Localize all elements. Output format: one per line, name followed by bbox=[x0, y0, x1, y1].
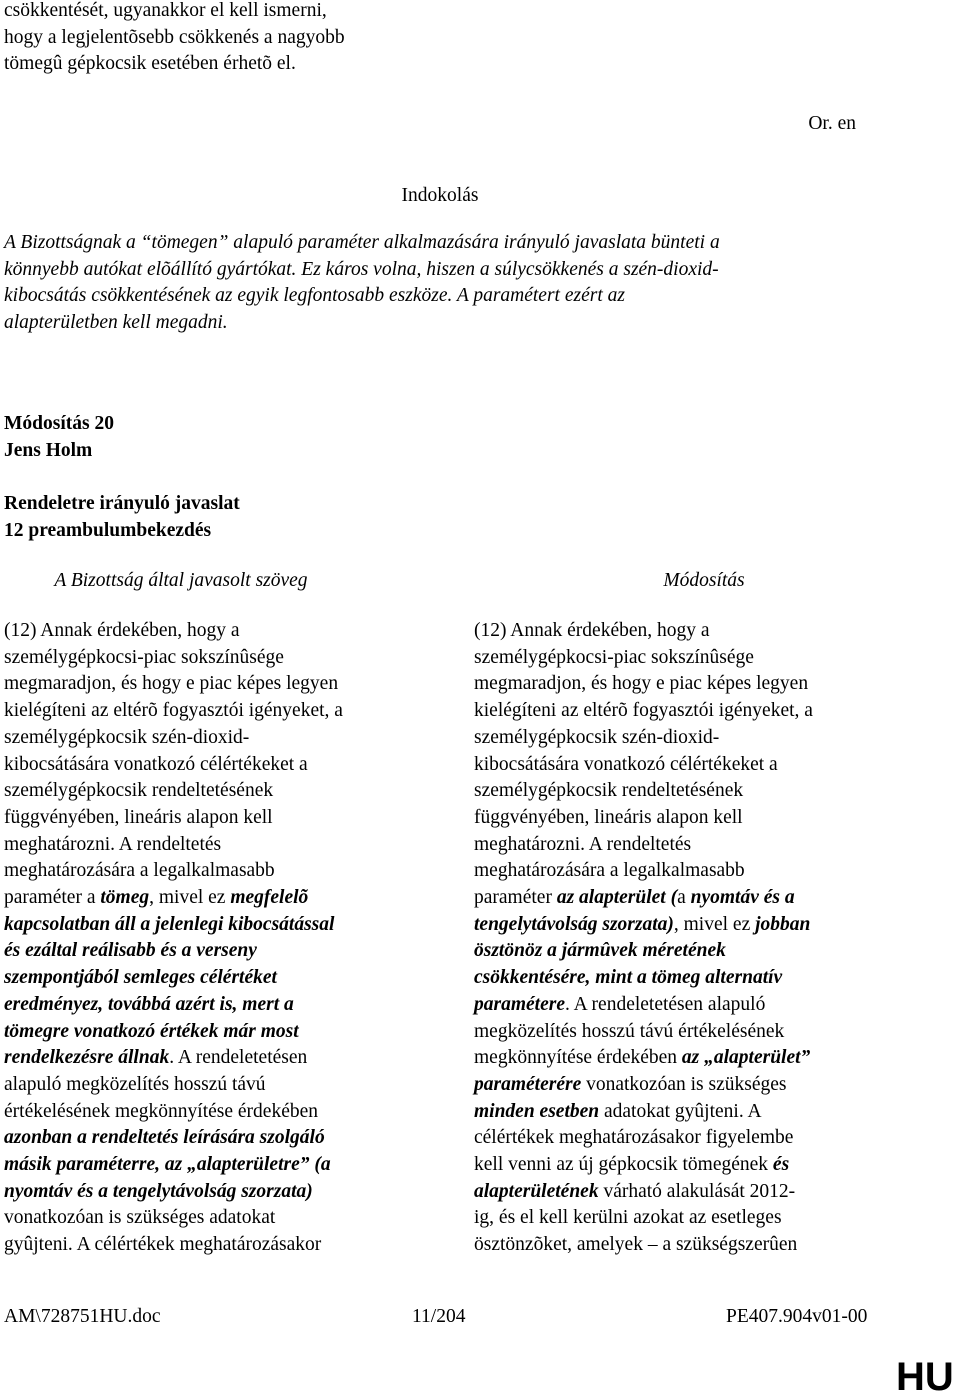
right-column-text bbox=[474, 618, 813, 1259]
text-line: tömegû gépkocsik esetében érhetõ el. bbox=[4, 53, 296, 75]
text-line bbox=[4, 1045, 343, 1072]
text-line: könnyebb autókat elõállító gyártókat. Ez káros volna, hiszen a súlycsökkenés a szén-dioxid- bbox=[4, 258, 719, 280]
text-segment: személygépkocsik szén-dioxid- bbox=[474, 726, 720, 748]
text-line bbox=[4, 671, 343, 698]
text-segment: függvényében, lineáris alapon kell bbox=[474, 806, 743, 828]
text-segment: megmaradjon, és hogy e piac képes legyen bbox=[474, 673, 809, 695]
text-line bbox=[474, 805, 813, 832]
text-segment: megmaradjon, és hogy e piac képes legyen bbox=[4, 673, 339, 695]
text-line bbox=[474, 1045, 813, 1072]
text-segment: (12) Annak érdekében, hogy a bbox=[474, 620, 710, 641]
continuation-text bbox=[4, 0, 345, 78]
text-line bbox=[4, 805, 343, 832]
emphasized-text: másik paraméterre, az „alapterületre” (a bbox=[4, 1154, 331, 1176]
text-segment: függvényében, lineáris alapon kell bbox=[4, 806, 273, 828]
text-line bbox=[474, 671, 813, 698]
text-line bbox=[4, 778, 343, 805]
text-line bbox=[4, 698, 343, 725]
text-line bbox=[4, 912, 343, 939]
text-line bbox=[4, 1232, 343, 1259]
text-segment: megkönnyítése érdekében bbox=[474, 1047, 682, 1069]
text-segment: vonatkozóan is szükséges bbox=[581, 1073, 787, 1095]
amendment-number: Módosítás 20 bbox=[4, 413, 114, 434]
text-line bbox=[4, 1125, 343, 1152]
text-segment: kibocsátására vonatkozó célértékeket a bbox=[4, 753, 308, 775]
text-segment: , mivel ez bbox=[149, 887, 231, 909]
text-segment: meghatározására a legalkalmasabb bbox=[4, 860, 275, 882]
text-line bbox=[4, 645, 343, 672]
footer-doc-ref: AM\728751HU.doc bbox=[4, 1306, 161, 1327]
footer-language-code: HU bbox=[896, 1355, 954, 1399]
emphasized-text: kapcsolatban áll a jelenlegi kibocsátással bbox=[4, 913, 335, 935]
proposal-block bbox=[4, 491, 240, 544]
text-segment: személygépkocsi-piac sokszínûsége bbox=[4, 646, 284, 668]
text-segment: . A rendeletetésen alapuló bbox=[564, 993, 766, 1015]
text-segment: meghatározására a legalkalmasabb bbox=[474, 860, 745, 882]
text-segment: kielégíteni az eltérõ fogyasztói igényeket, a bbox=[4, 700, 343, 722]
text-line: hogy a legjelentõsebb csökkenés a nagyobb bbox=[4, 26, 345, 48]
text-line bbox=[474, 645, 813, 672]
emphasized-text: rendelkezésre állnak bbox=[4, 1047, 170, 1069]
justification-title: Indokolás bbox=[401, 185, 479, 206]
footer-pe-ref: PE407.904v01-00 bbox=[726, 1306, 868, 1327]
amendment-header bbox=[4, 411, 114, 464]
text-line bbox=[4, 885, 343, 912]
text-segment: személygépkocsik szén-dioxid- bbox=[4, 726, 250, 748]
text-line bbox=[4, 1099, 343, 1126]
proposal-title: Rendeletre irányuló javaslat bbox=[4, 493, 240, 514]
text-segment: kell venni az új gépkocsik tömegének bbox=[474, 1154, 773, 1176]
text-line bbox=[4, 618, 343, 645]
text-line bbox=[474, 618, 813, 645]
emphasized-text: paramétere bbox=[474, 993, 565, 1015]
text-segment: kielégíteni az eltérõ fogyasztói igényeket, a bbox=[474, 700, 813, 722]
text-line bbox=[4, 1205, 343, 1232]
text-segment: . A rendeletetésen bbox=[169, 1047, 308, 1069]
text-line: A Bizottságnak a “tömegen” alapuló paraméter alkalmazására irányuló javaslata bünteti a bbox=[4, 232, 720, 253]
text-segment: várható alakulását 2012- bbox=[598, 1180, 796, 1202]
text-line bbox=[474, 1072, 813, 1099]
text-line bbox=[474, 992, 813, 1019]
text-line bbox=[474, 1019, 813, 1046]
text-line bbox=[474, 778, 813, 805]
emphasized-text: tömeg bbox=[100, 887, 150, 909]
text-line bbox=[474, 885, 813, 912]
justification-text bbox=[4, 230, 720, 337]
emphasized-text: minden esetben bbox=[474, 1100, 600, 1122]
text-line bbox=[4, 1152, 343, 1179]
text-line bbox=[4, 752, 343, 779]
emphasized-text: tengelytávolság szorzata) bbox=[474, 913, 674, 935]
text-segment: paraméter bbox=[474, 887, 557, 909]
text-segment: személygépkocsi-piac sokszínûsége bbox=[474, 646, 754, 668]
text-line bbox=[474, 938, 813, 965]
emphasized-text: szempontjából semleges célértéket bbox=[4, 967, 277, 989]
emphasized-text: csökkentésére, mint a tömeg alternatív bbox=[474, 967, 783, 989]
text-line bbox=[474, 698, 813, 725]
emphasized-text: és bbox=[772, 1154, 790, 1176]
emphasized-text: nyomtáv és a tengelytávolság szorzata) bbox=[4, 1180, 313, 1202]
text-line bbox=[4, 965, 343, 992]
emphasized-text: nyomtáv és a bbox=[690, 887, 795, 909]
footer-page-number: 11/204 bbox=[412, 1306, 466, 1327]
text-line: csökkentését, ugyanakkor el kell ismerni, bbox=[4, 0, 327, 21]
text-line bbox=[4, 832, 343, 859]
text-segment: megközelítés hosszú távú értékelésének bbox=[474, 1020, 785, 1042]
text-line: alapterületben kell megadni. bbox=[4, 312, 228, 334]
emphasized-text: az alapterület ( bbox=[556, 887, 678, 909]
text-line bbox=[474, 1232, 813, 1259]
text-segment: (12) Annak érdekében, hogy a bbox=[4, 620, 240, 641]
emphasized-text: tömegre vonatkozó értékek már most bbox=[4, 1020, 299, 1042]
emphasized-text: azonban a rendeltetés leírására szolgáló bbox=[4, 1127, 325, 1149]
text-segment: gyûjteni. A célértékek meghatározásakor bbox=[4, 1234, 322, 1256]
text-line bbox=[474, 1179, 813, 1206]
text-segment: kibocsátására vonatkozó célértékeket a bbox=[474, 753, 778, 775]
text-line bbox=[474, 752, 813, 779]
text-line bbox=[474, 1125, 813, 1152]
emphasized-text: paraméterére bbox=[474, 1073, 582, 1095]
right-column-header: Módosítás bbox=[663, 570, 745, 591]
recital-label: 12 preambulumbekezdés bbox=[4, 519, 212, 541]
amendment-author: Jens Holm bbox=[4, 439, 93, 461]
text-segment: értékelésének megkönnyítése érdekében bbox=[4, 1100, 319, 1122]
emphasized-text: megfelelõ bbox=[230, 887, 309, 909]
text-line bbox=[474, 1099, 813, 1126]
text-segment: ig, és el kell kerülni azokat az esetleges bbox=[474, 1207, 782, 1229]
emphasized-text: alapterületének bbox=[474, 1180, 599, 1202]
text-segment: ösztönzõket, amelyek – a szükségszerûen bbox=[474, 1234, 798, 1256]
text-line bbox=[474, 1205, 813, 1232]
text-line bbox=[474, 912, 813, 939]
text-segment: személygépkocsik rendeltetésének bbox=[474, 780, 744, 802]
text-segment: meghatározni. A rendeltetés bbox=[474, 833, 692, 855]
left-column-text bbox=[4, 618, 343, 1259]
text-line bbox=[4, 1072, 343, 1099]
text-segment: adatokat gyûjteni. A bbox=[599, 1100, 762, 1122]
text-line bbox=[474, 832, 813, 859]
emphasized-text: jobban bbox=[755, 913, 811, 935]
text-line bbox=[474, 1152, 813, 1179]
text-segment: személygépkocsik rendeltetésének bbox=[4, 780, 274, 802]
text-segment: meghatározni. A rendeltetés bbox=[4, 833, 222, 855]
emphasized-text: és ezáltal reálisabb és a verseny bbox=[4, 940, 257, 962]
text-line bbox=[474, 965, 813, 992]
text-segment: alapuló megközelítés hosszú távú bbox=[4, 1073, 266, 1095]
text-segment: a bbox=[677, 887, 691, 909]
text-segment: célértékek meghatározásakor figyelembe bbox=[474, 1127, 794, 1149]
emphasized-text: ösztönöz a jármûvek méretének bbox=[474, 940, 726, 962]
text-line: kibocsátás csökkentésének az egyik legfontosabb eszköze. A paramétert ezért az bbox=[4, 285, 625, 307]
emphasized-text: eredményez, továbbá azért is, mert a bbox=[4, 993, 294, 1015]
text-line bbox=[4, 1019, 343, 1046]
text-line bbox=[4, 725, 343, 752]
original-language: Or. en bbox=[808, 113, 856, 134]
text-line bbox=[474, 725, 813, 752]
left-column-header: A Bizottság által javasolt szöveg bbox=[54, 570, 308, 591]
text-segment: paraméter a bbox=[4, 887, 101, 909]
text-line bbox=[474, 858, 813, 885]
text-line bbox=[4, 1179, 343, 1206]
text-line bbox=[4, 938, 343, 965]
text-segment: vonatkozóan is szükséges adatokat bbox=[4, 1207, 276, 1229]
text-line bbox=[4, 992, 343, 1019]
text-segment: , mivel ez bbox=[673, 913, 756, 935]
text-line bbox=[4, 858, 343, 885]
emphasized-text: az „alapterület” bbox=[681, 1047, 811, 1069]
